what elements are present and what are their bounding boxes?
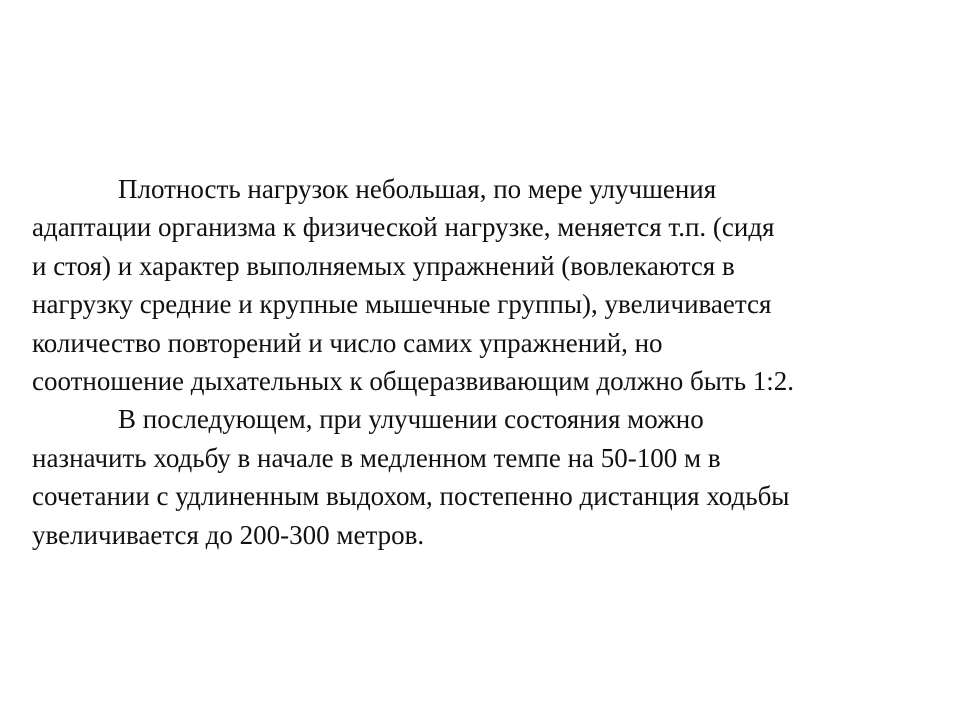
paragraph-2 (32, 400, 932, 554)
paragraph-line: нагрузку средние и крупные мышечные группы), увеличивается (32, 289, 772, 320)
paragraph-line: адаптации организма к физической нагрузке, меняется т.п. (сидя (32, 212, 775, 243)
paragraph-line: назначить ходьбу в начале в медленном темпе на 50-100 м в (32, 442, 721, 473)
paragraph-line: Плотность нагрузок небольшая, по мере улучшения (118, 174, 717, 204)
paragraph-line: количество повторений и число самих упражнений, но (32, 327, 663, 358)
paragraph-line: увеличивается до 200-300 метров. (32, 519, 425, 550)
slide-text-block (32, 170, 932, 554)
paragraph-line: сочетании с удлиненным выдохом, постепенно дистанция ходьбы (32, 481, 790, 512)
paragraph-line: и стоя) и характер выполняемых упражнений (вовлекаются в (32, 250, 735, 281)
paragraph-line: соотношение дыхательных к общеразвивающим должно быть 1:2. (32, 366, 795, 397)
paragraph-1 (32, 170, 932, 400)
paragraph-line: В последующем, при улучшении состояния можно (118, 404, 704, 435)
